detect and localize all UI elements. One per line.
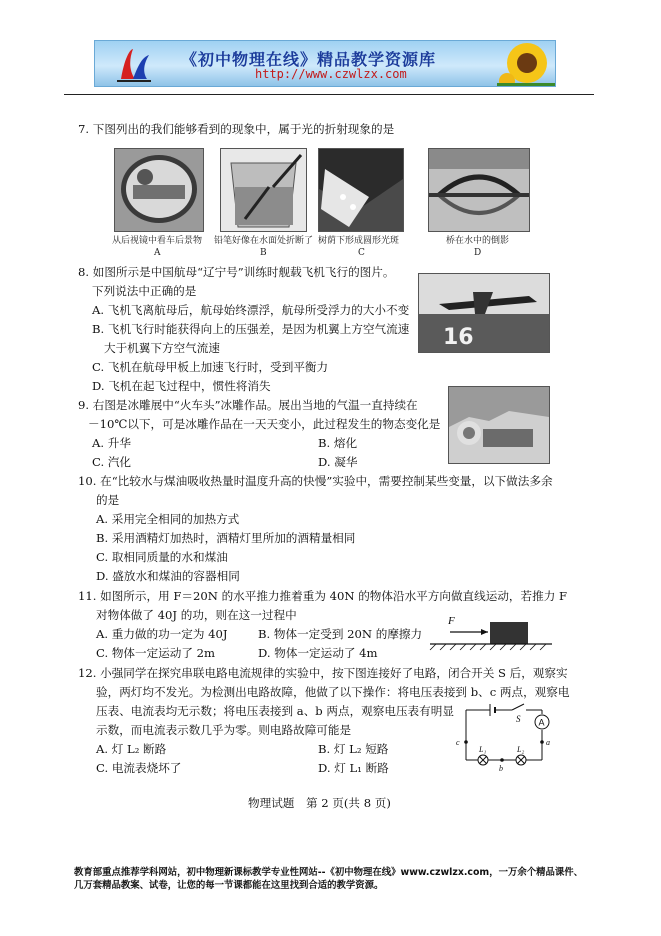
q12-option-a: A. 灯 L₂ 断路 [96, 742, 167, 756]
q9-option-d: D. 凝华 [318, 455, 358, 469]
switch-label: S [516, 714, 521, 724]
bottom-note-line: 几万套精品教案、试卷，让您的每一节课都能在这里找到合适的教学资源。 [74, 880, 384, 891]
q8-option-b: B. 飞机飞行时能获得向上的压强差，是因为机翼上方空气流速 [92, 322, 410, 336]
q7-letter-c: C [358, 248, 365, 258]
q12-circuit-diagram [454, 702, 554, 772]
lamp2-label: L₂ [517, 745, 525, 754]
q11-line: 对物体做了 40J 的功，则在这一过程中 [96, 608, 297, 622]
q9-line: －10℃以下，可是冰雕作品在一天天变小，此过程发生的物态变化是 [88, 417, 441, 431]
q9-option-c: C. 汽化 [92, 455, 132, 469]
q8-line: 8. 如图所示是中国航母“辽宁号”训练时舰载飞机飞行的图片。 [78, 265, 395, 279]
q12-option-c: C. 电流表烧坏了 [96, 761, 182, 775]
ammeter-label: A [538, 717, 545, 728]
q10-line: 10. 在“比较水与煤油吸收热量时温度升高的快慢”实验中，需要控制某些变量，以下做法多余 [78, 474, 553, 488]
q11-option-d: D. 物体一定运动了 4m [258, 646, 378, 660]
q11-force-diagram [428, 610, 554, 654]
q10-option-d: D. 盛放水和煤油的容器相同 [96, 569, 240, 583]
q7-caption-b: 铅笔好像在水面处折断了 [214, 236, 314, 246]
q10-line: 的是 [96, 493, 120, 507]
sunflower-image [497, 41, 555, 86]
force-label: F [448, 615, 455, 627]
banner-url[interactable]: http://www.czwlzx.com [255, 67, 407, 81]
q7-caption-a: 从后视镜中看车后景物 [112, 236, 203, 246]
q8-option-b-cont: 大于机翼下方空气流速 [104, 341, 220, 355]
q8-aircraft-photo [418, 273, 550, 353]
q7-letter-a: A [154, 248, 161, 258]
point-b-label: b [499, 764, 503, 772]
q8-option-a: A. 飞机飞离航母后，航母始终漂浮，航母所受浮力的大小不变 [92, 303, 410, 317]
q12-line: 示数，而电流表示数几乎为零。则电路故障可能是 [96, 723, 352, 737]
q7-stem: 7. 下图列出的我们能够看到的现象中，属于光的折射现象的是 [78, 122, 395, 136]
q12-line: 12. 小强同学在探究串联电路电流规律的实验中，按下图连接好了电路，闭合开关 S 后，观察实 [78, 666, 568, 680]
q9-ice-sculpture-photo [448, 386, 550, 464]
q12-line: 压表、电流表均无示数；将电压表接到 a、b 两点，观察电压表有明显 [96, 704, 454, 718]
bottom-note-line: 教育部重点推荐学科网站，初中物理新课标教学专业性网站--《初中物理在线》www.czwlzx.com，一万余个精品课件、 [74, 867, 583, 878]
q9-line: 9. 右图是冰雕展中“火车头”冰雕作品。展出当地的气温一直持续在 [78, 398, 418, 412]
q12-option-b: B. 灯 L₂ 短路 [318, 742, 389, 756]
q7-photo-c [318, 148, 404, 232]
banner-title: 《初中物理在线》精品教学资源库 [181, 50, 437, 69]
point-c-label: c [456, 738, 460, 747]
q7-photo-a [114, 148, 204, 232]
q12-line: 验，两灯均不发光。为检测出电路故障，他做了以下操作：将电压表接到 b、c 两点，观察电 [96, 685, 570, 699]
header-banner [94, 40, 556, 87]
q11-option-b: B. 物体一定受到 20N 的摩擦力 [258, 627, 423, 641]
q8-option-d: D. 飞机在起飞过程中，惯性将消失 [92, 379, 271, 393]
header-rule [64, 94, 594, 95]
q8-option-c: C. 飞机在航母甲板上加速飞行时，受到平衡力 [92, 360, 329, 374]
q10-option-b: B. 采用酒精灯加热时，酒精灯里所加的酒精量相同 [96, 531, 356, 545]
q11-line: 11. 如图所示，用 F＝20N 的水平推力推着重为 40N 的物体沿水平方向做直线运动，若推力 F [78, 589, 568, 603]
point-a-label: a [546, 738, 550, 747]
q12-option-d: D. 灯 L₁ 断路 [318, 761, 389, 775]
q8-line: 下列说法中正确的是 [92, 284, 197, 298]
q9-option-b: B. 熔化 [318, 436, 358, 450]
q11-option-a: A. 重力做的功一定为 40J [96, 627, 228, 641]
q9-option-a: A. 升华 [92, 436, 131, 450]
q7-photo-d [428, 148, 530, 232]
q10-option-a: A. 采用完全相同的加热方式 [96, 512, 240, 526]
q7-caption-c: 树荫下形成圆形光斑 [318, 236, 400, 246]
q7-photo-b [220, 148, 307, 232]
svg-text:16: 16 [443, 325, 474, 350]
page-number: 物理试题 第 2 页(共 8 页) [248, 796, 391, 810]
lamp1-label: L₁ [479, 745, 487, 754]
site-logo [113, 45, 153, 83]
q7-letter-d: D [474, 248, 482, 258]
q11-option-c: C. 物体一定运动了 2m [96, 646, 216, 660]
q7-caption-d: 桥在水中的倒影 [446, 236, 510, 246]
q10-option-c: C. 取相同质量的水和煤油 [96, 550, 228, 564]
q7-letter-b: B [260, 248, 267, 258]
